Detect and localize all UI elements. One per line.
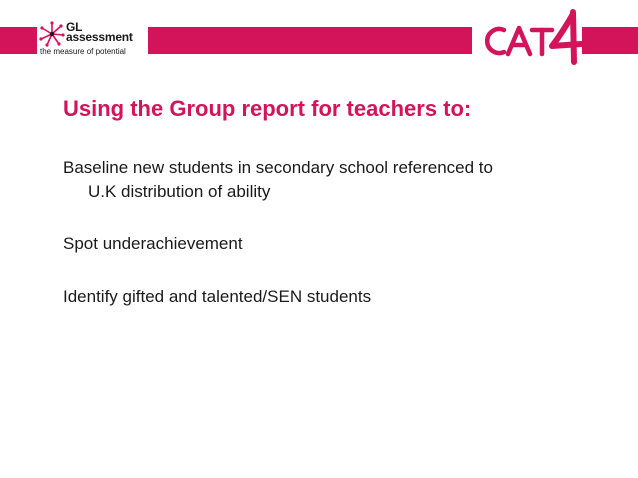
- bullet-item-baseline: [63, 156, 493, 204]
- bullet-item-underachievement: [63, 232, 243, 256]
- gl-logo-tagline: the measure of potential: [40, 47, 126, 56]
- header-band-left: [0, 27, 37, 54]
- slide-title: Using the Group report for teachers to:: [63, 96, 472, 121]
- gl-logo-name: [66, 22, 133, 42]
- bullet-item-line1: Baseline new students in secondary school referenced to: [63, 158, 493, 177]
- bullet-item-line1: Spot underachievement: [63, 234, 243, 253]
- header-band-right: [582, 27, 638, 54]
- bullet-item-gifted: [63, 285, 371, 309]
- gl-logo-line1: GL: [66, 20, 83, 34]
- gl-logo-line2: assessment: [66, 30, 133, 44]
- cat4-logo: [474, 8, 584, 66]
- header-band-middle: [148, 27, 472, 54]
- gl-assessment-logo: [38, 18, 146, 58]
- bullet-item-line2: U.K distribution of ability: [88, 182, 271, 201]
- bullet-item-line1: Identify gifted and talented/SEN students: [63, 287, 372, 306]
- star-burst-icon: [39, 21, 65, 47]
